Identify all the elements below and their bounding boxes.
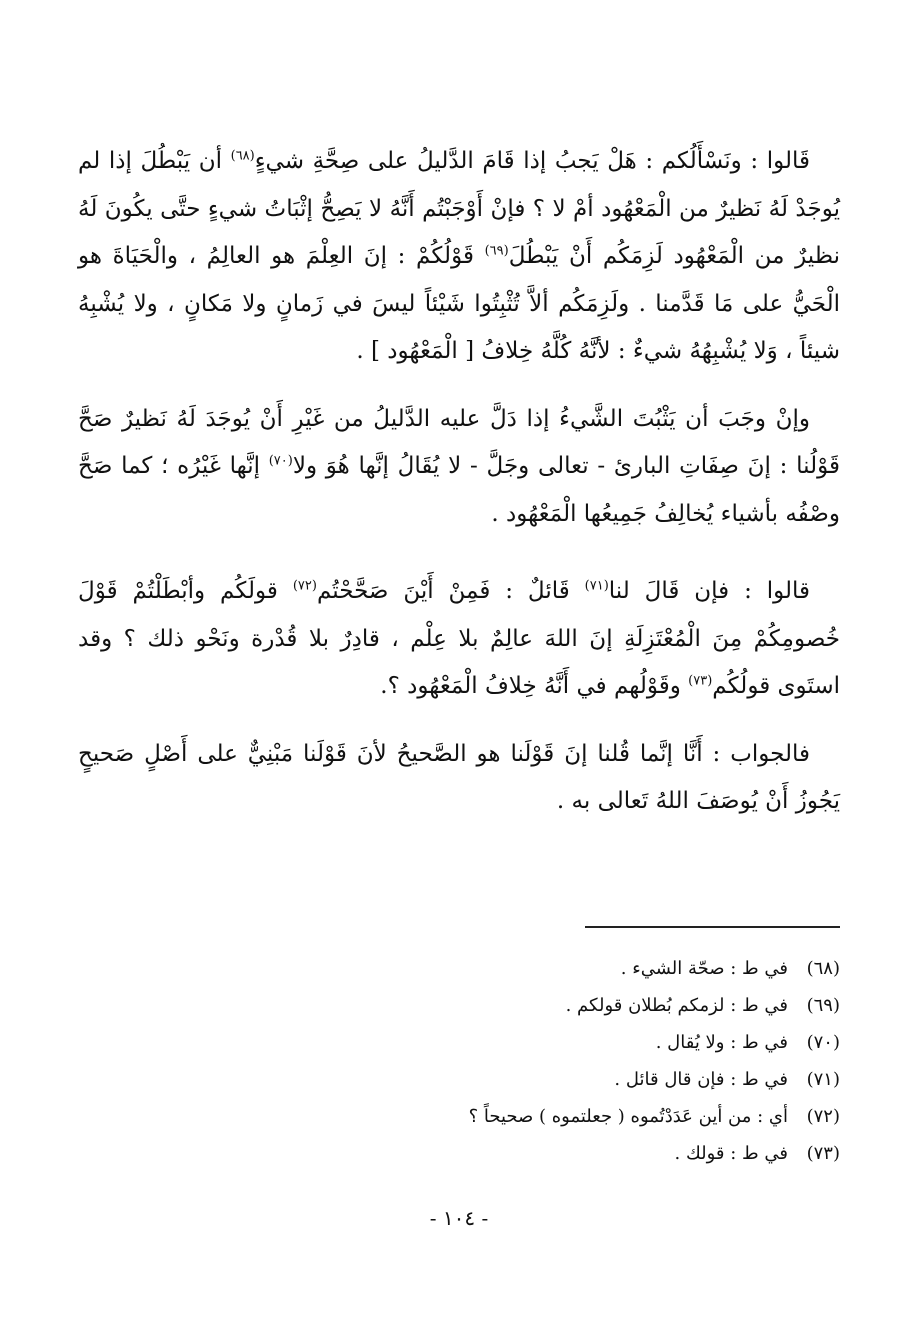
- footnote-text: في ط : لزمكم بُطلان قولكم .: [565, 995, 788, 1016]
- paragraph: [78, 731, 840, 826]
- footnote-number: (٦٨): [806, 958, 840, 979]
- footnote-divider: [585, 926, 840, 928]
- footnote-text: أي : من أين عَدَدْتُموه ( جعلتموه ) صحيحاً ؟: [468, 1106, 788, 1127]
- main-text: [78, 138, 840, 826]
- footnote-ref: (٦٩): [484, 243, 509, 259]
- footnote-ref: (٦٨): [230, 148, 255, 164]
- page-number: - ١٠٤ -: [429, 1206, 489, 1230]
- footnote-ref: (٧٢): [292, 578, 317, 594]
- footnote-text: في ط : فإن قال قائل .: [614, 1069, 788, 1090]
- footnote-number: (٧٣): [806, 1143, 840, 1164]
- paragraph-text: وإنْ وجَبَ أن يَثْبُتَ الشَّيءُ إذا دَلَّ عليه الدَّليلُ من غَيْرِ أَنْ يُوجَدَ لَهُ نَظيرٌ صَحَّ قَوْلُنا : إنَ صِفَاتِ البارئ - تعالى وجَلَّ - لا يُقَالُ إنَّها هُوَ ولا: [78, 405, 840, 479]
- paragraph-text: فالجواب : أَنَّا إنَّما قُلنا إنَ قَوْلَنا هو الصَّحيحُ لأنَ قَوْلَنا مَبْنِيٌّ على أَصْلٍ صَحيحٍ يَجُوزُ أَنْ يُوصَفَ اللهُ تَعالى به .: [78, 740, 840, 814]
- paragraph-text: قَائلٌ : فَمِنْ أَيْنَ صَحَّحْتُم: [316, 578, 585, 604]
- footnote-ref: (٧٠): [268, 453, 293, 469]
- paragraph-text: قولَكُم وأبْطَلْتُمْ قَوْلَ خُصومِكُمْ مِنَ الْمُعْتَزِلَةِ إنَ اللهَ عالِمٌ بلا عِلْم ، قادِرٌ بلا قُدْرة ونَحْو ذلك ؟ وقد استَوى قولُكُم: [78, 578, 840, 699]
- footnote-item: [280, 1024, 840, 1061]
- paragraph: [78, 568, 840, 711]
- paragraph-text: إنَّها غَيْرُه ؛ كما صَحَّ وصْفُه بأشياء يُخالِفُ جَمِيعُها الْمَعْهُود .: [78, 453, 840, 527]
- paragraph-text: قَالوا : ونَسْأَلُكم : هَلْ يَجبُ إذا قَامَ الدَّليلُ على صِحَّةِ شيءٍ: [254, 148, 810, 174]
- footnote-number: (٧٠): [806, 1032, 840, 1053]
- paragraph: [78, 396, 840, 539]
- footnote-ref: (٧١): [584, 578, 609, 594]
- paragraph-text: قَوْلُكُمْ : إنَ العِلْمَ هو العالِمُ ، والْحَيَاةَ هو الْحَيُّ على مَا قَدَّمنا . ولَزِمَكُم ألاَّ تُثْبِتُوا شَيْئاً ليسَ في زَمانٍ ولا مَكانٍ ، ولا يُشْبِهُ شيئاً ، وَلا يُشْبِهُهُ شيءٌ : لأنَّهُ كُلَّهُ خِلافُ [ الْمَعْهُود ] .: [78, 243, 840, 364]
- paragraph: [78, 138, 840, 376]
- footnote-item: [280, 1098, 840, 1135]
- footnote-text: في ط : صحّة الشيء .: [620, 958, 788, 979]
- footnotes-list: [280, 950, 840, 1172]
- footnote-item: [280, 1061, 840, 1098]
- footnote-ref: (٧٣): [688, 673, 713, 689]
- footnote-number: (٧٢): [806, 1106, 840, 1127]
- paragraph-text: أن يَبْطُلَ إذا لم يُوجَدْ لَهُ نَظيرٌ من الْمَعْهُود أمْ لا ؟ فإنْ أَوْجَبْتُم أَنَّهُ لا يَصِحُّ إثْبَاتُ شيءٍ حتَّى يكُونَ لَهُ نظيرٌ من الْمَعْهُود لَزِمَكُم أَنْ يَبْطُلَ: [78, 148, 841, 269]
- footnote-item: [280, 950, 840, 987]
- paragraph-text: قالوا : فإن قَالَ لنا: [608, 578, 811, 604]
- paragraph-text: وقَوْلُهم في أَنَّهُ خِلافُ الْمَعْهُود ؟.: [380, 673, 689, 699]
- footnote-text: في ط : ولا يُقال .: [655, 1032, 788, 1053]
- footnote-number: (٧١): [806, 1069, 840, 1090]
- footnote-item: [280, 987, 840, 1024]
- footnote-item: [280, 1135, 840, 1172]
- footnote-number: (٦٩): [806, 995, 840, 1016]
- footnote-text: في ط : قولك .: [674, 1143, 788, 1164]
